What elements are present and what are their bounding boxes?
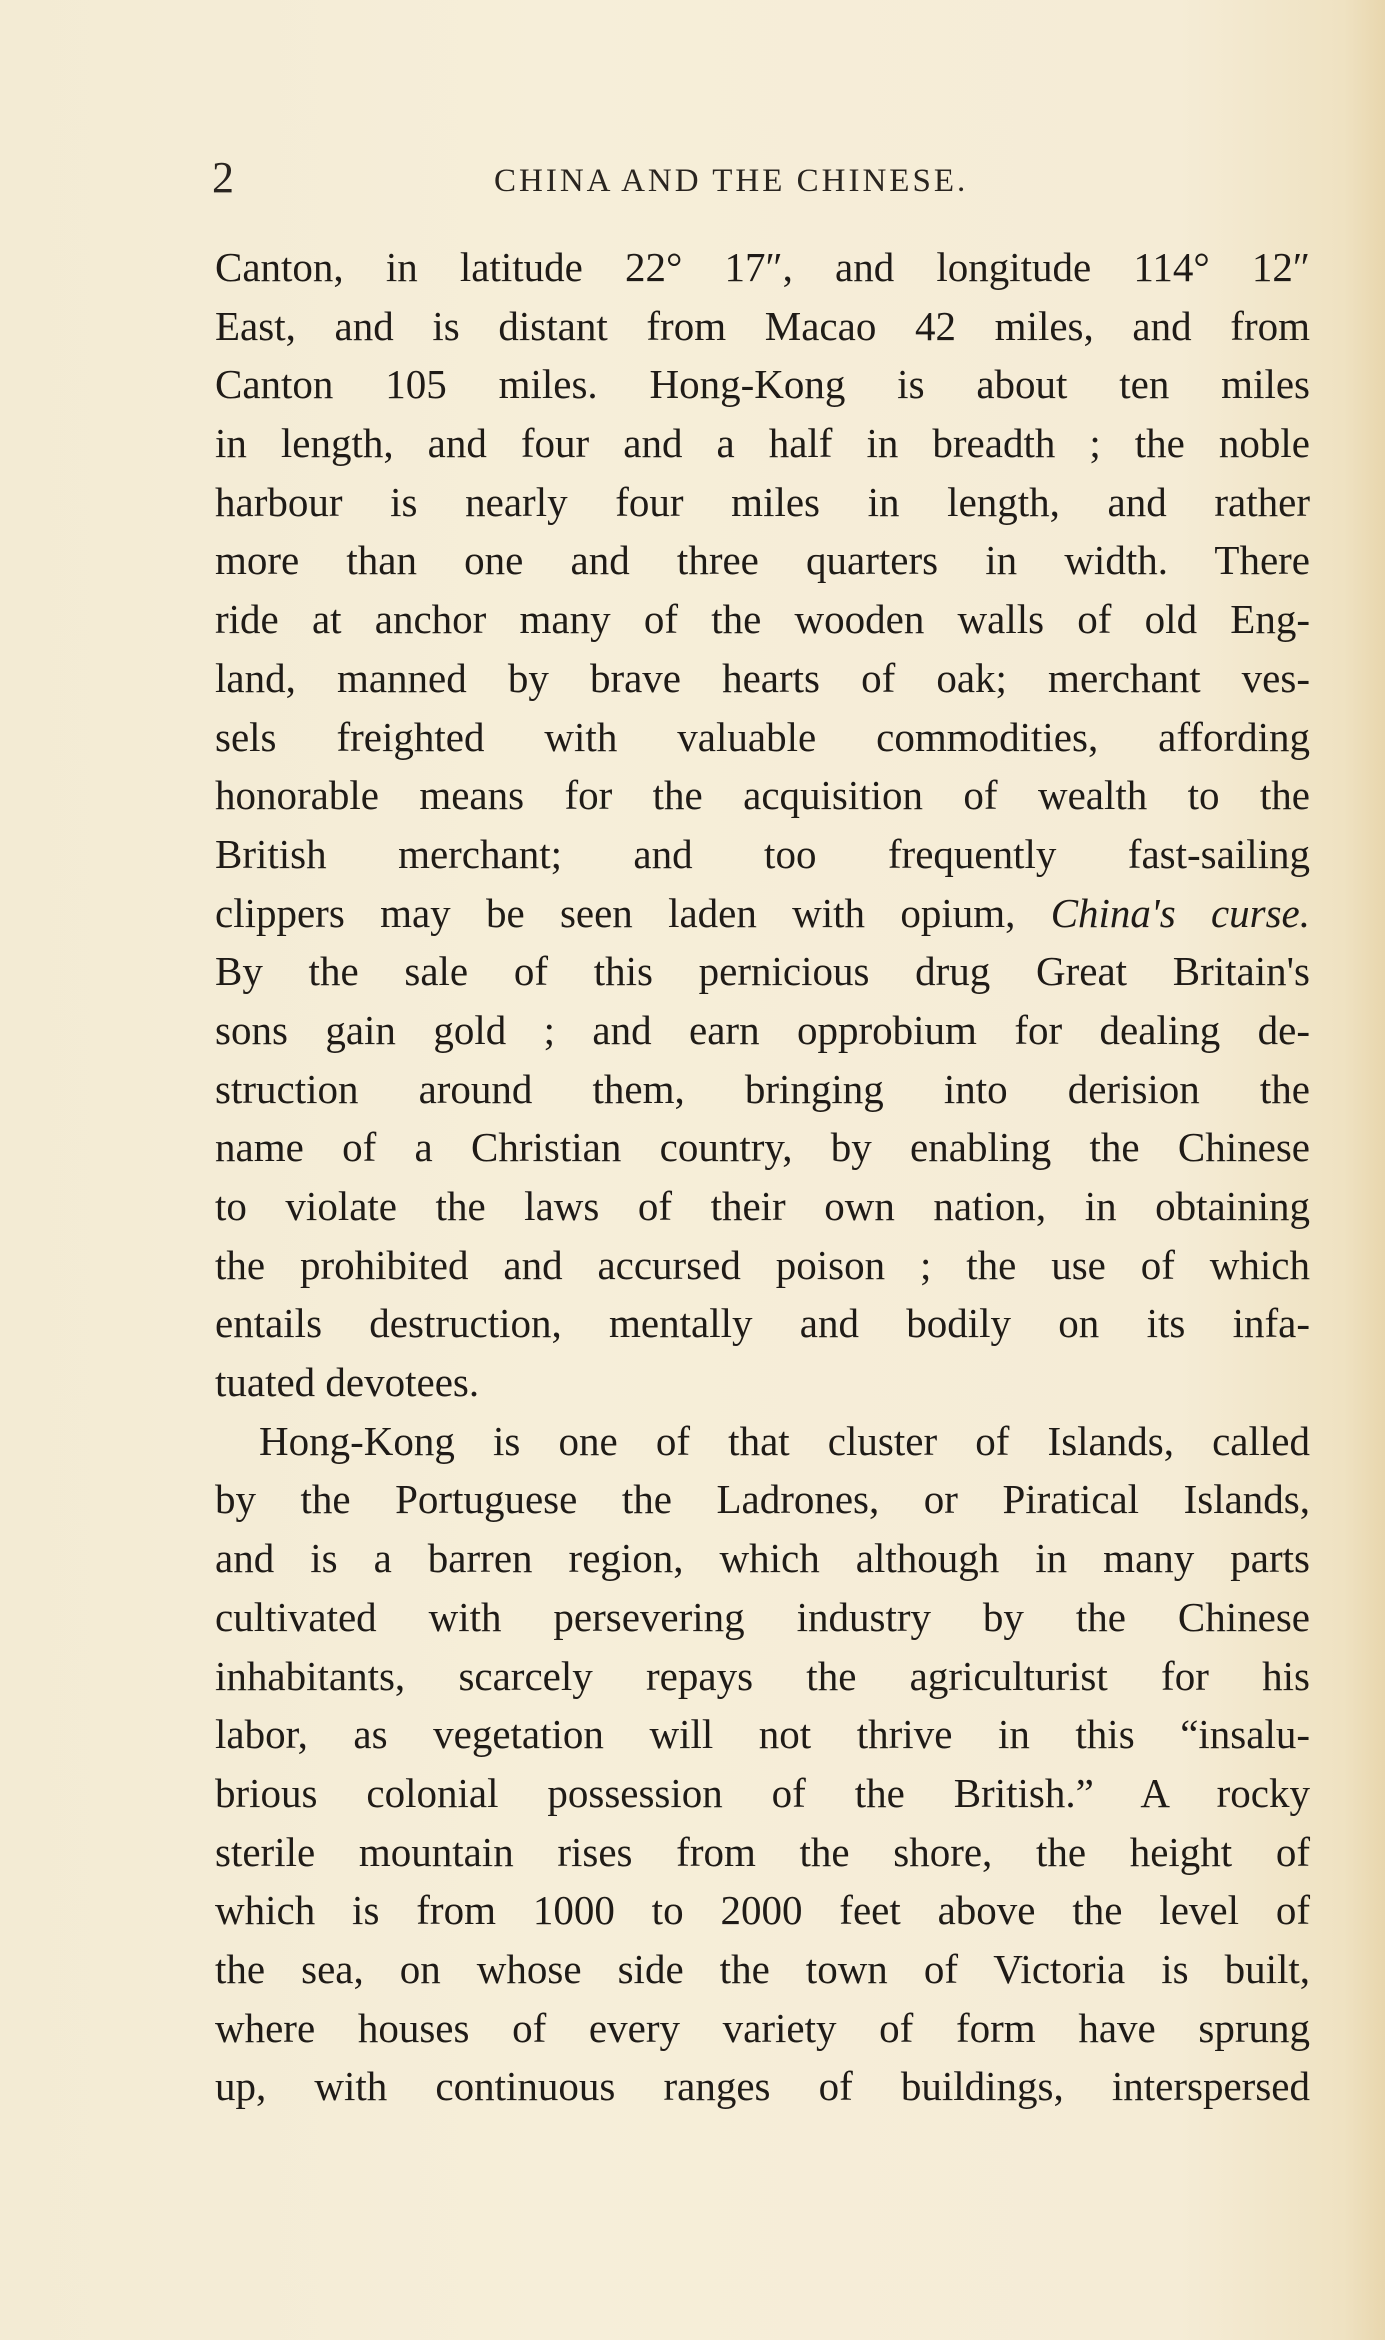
text-line-10: honorable means for the acquisition of wealth to the (215, 772, 1310, 819)
text-line-23: and is a barren region, which although in many parts (215, 1535, 1310, 1582)
page-number: 2 (212, 153, 234, 202)
text-line-1: Canton, in latitude 22° 17″, and longitude 114° 12″ (215, 244, 1310, 290)
text-line-27: brious colonial possession of the British.” A rocky (215, 1769, 1310, 1816)
text-line-22: by the Portuguese the Ladrones, or Piratical Islands, (215, 1476, 1310, 1523)
text-line-25: inhabitants, scarcely repays the agriculturist for his (215, 1652, 1310, 1699)
text-line-30: the sea, on whose side the town of Victoria is built, (215, 1945, 1310, 1992)
running-head: CHINA AND THE CHINESE. (494, 163, 969, 199)
text-line-26: labor, as vegetation will not thrive in this “insalu- (215, 1711, 1310, 1758)
text-line-18: the prohibited and accursed poison ; the use of which (215, 1241, 1310, 1288)
text-line-4: in length, and four and a half in breadth ; the noble (215, 420, 1310, 467)
text-line-9: sels freighted with valuable commodities, affording (215, 713, 1310, 760)
text-line-20: tuated devotees. (215, 1359, 480, 1406)
text-line-16: name of a Christian country, by enabling the Chinese (215, 1124, 1310, 1171)
text-line-6: more than one and three quarters in width. There (215, 537, 1310, 584)
body-text (215, 238, 1310, 2116)
page-header (212, 150, 1312, 210)
text-line-2: East, and is distant from Macao 42 miles, and from (215, 302, 1310, 349)
text-line-13: By the sale of this pernicious drug Great Britain's (215, 948, 1310, 995)
text-line-24: cultivated with persevering industry by the Chinese (215, 1593, 1310, 1640)
italic-phrase: China's curse. (1050, 889, 1310, 936)
text-line-17: to violate the laws of their own nation, in obtaining (215, 1183, 1310, 1229)
text-line-14: sons gain gold ; and earn opprobium for dealing de- (215, 1006, 1310, 1053)
text-line-19: entails destruction, mentally and bodily on its infa- (215, 1300, 1310, 1347)
text-line-28: sterile mountain rises from the shore, the height of (215, 1828, 1310, 1875)
text-line-29: which is from 1000 to 2000 feet above the level of (215, 1887, 1310, 1934)
text-line-11: British merchant; and too frequently fast-sailing (215, 830, 1310, 877)
text-line-31: where houses of every variety of form have sprung (215, 2004, 1310, 2051)
text-line-7: ride at anchor many of the wooden walls of old Eng- (215, 596, 1310, 643)
text-line-21: Hong-Kong is one of that cluster of Islands, called (259, 1417, 1310, 1464)
text-line-15: struction around them, bringing into derision the (215, 1065, 1310, 1112)
text-line-32: up, with continuous ranges of buildings, interspersed (215, 2063, 1310, 2110)
text-line-12 (215, 884, 1310, 943)
text-line-3: Canton 105 miles. Hong-Kong is about ten miles (215, 361, 1310, 408)
text-line-5: harbour is nearly four miles in length, and rather (215, 478, 1310, 525)
text-line-8: land, manned by brave hearts of oak; merchant ves- (215, 654, 1310, 701)
text-line-12-main: clippers may be seen laden with opium, (215, 889, 1016, 936)
